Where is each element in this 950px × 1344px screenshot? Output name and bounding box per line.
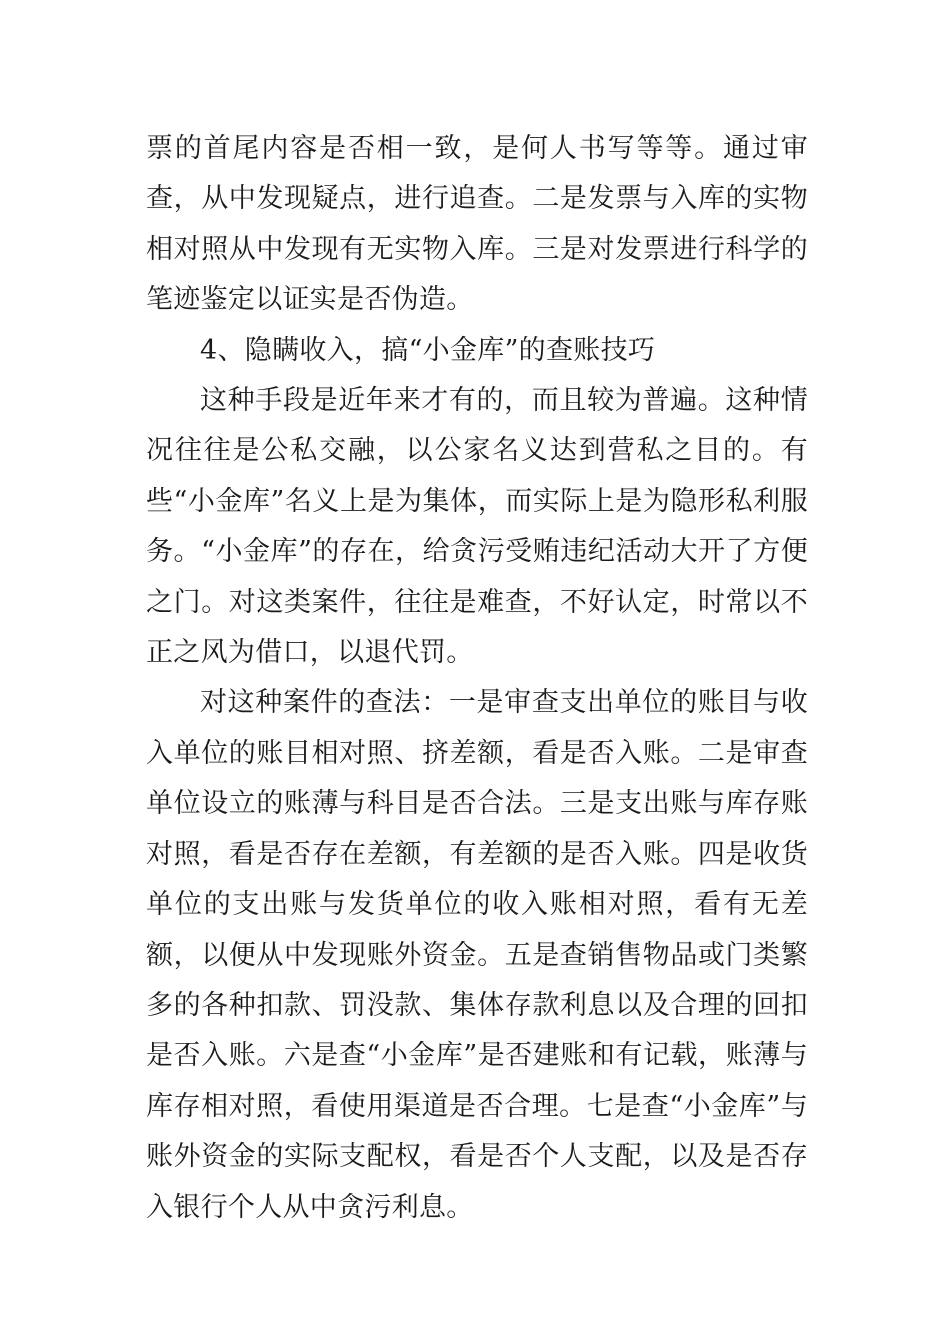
document-page xyxy=(146,124,808,1233)
paragraph-hidden-income-description: 这种手段是近年来才有的，而且较为普遍。这种情况往往是公私交融，以公家名义达到营私之目的。有些“小金库”名义上是为集体，而实际上是为隐形私利服务。“小金库”的存在，给贪污受贿违纪活动大开了方便之门。对这类案件，往往是难查，不好认定，时常以不正之风为借口，以退代罚。 xyxy=(146,385,808,669)
paragraph-invoice-audit: 票的首尾内容是否相一致，是何人书写等等。通过审查，从中发现疑点，进行追查。二是发票与入库的实物相对照从中发现有无实物入库。三是对发票进行科学的笔迹鉴定以证实是否伪造。 xyxy=(146,133,808,316)
section-heading-hidden-income: 4、隐瞒收入，搞“小金库”的查账技巧 xyxy=(200,334,656,366)
paragraph-investigation-methods: 对这种案件的查法：一是审查支出单位的账目与收入单位的账目相对照、挤差额，看是否入账。二是审查单位设立的账薄与科目是否合法。三是支出账与库存账对照，看是否存在差额，有差额的是否入账。四是收货单位的支出账与发货单位的收入账相对照，看有无差额，以便从中发现账外资金。五是查销售物品或门类繁多的各种扣款、罚没款、集体存款利息以及合理的回扣是否入账。六是查“小金库”是否建账和有记载，账薄与库存相对照，看使用渠道是否合理。七是查“小金库”与账外资金的实际支配权，看是否个人支配，以及是否存入银行个人从中贪污利息。 xyxy=(146,687,808,1223)
